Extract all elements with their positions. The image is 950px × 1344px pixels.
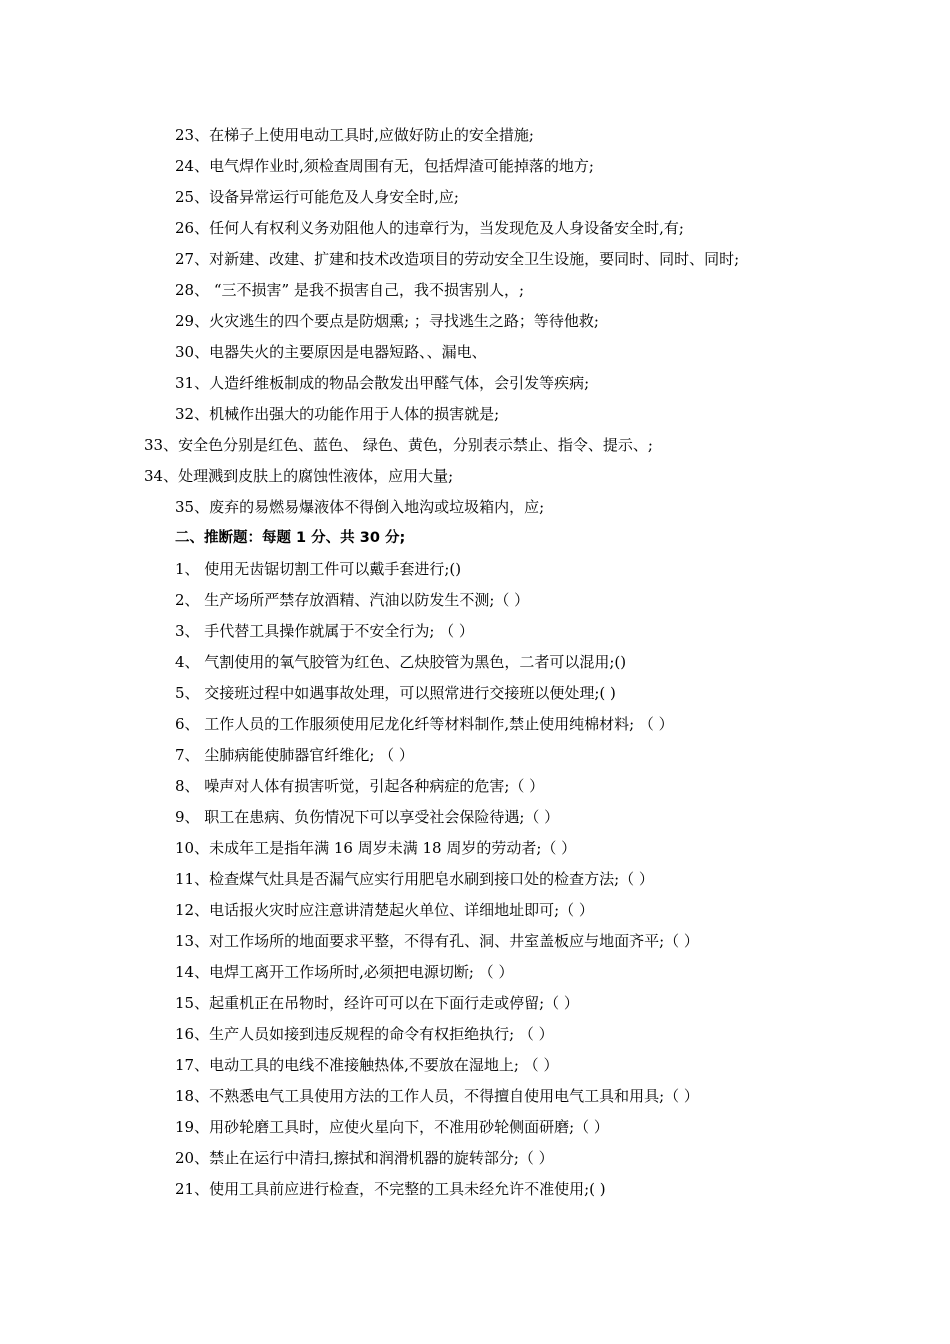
judgment-item-12: 12、电话报火灾时应注意讲清楚起火单位、详细地址即可;（ ） [175, 901, 594, 919]
judgment-item-1: 1、 使用无齿锯切割工件可以戴手套进行;() [175, 560, 462, 578]
fill-in-item-23: 23、在梯子上使用电动工具时,应做好防止的安全措施; [175, 126, 534, 144]
fill-in-item-29: 29、火灾逃生的四个要点是防烟熏; ；寻找逃生之路；等待他救; [175, 312, 599, 330]
judgment-item-8: 8、 噪声对人体有损害听觉，引起各种病症的危害;（ ） [175, 777, 545, 795]
fill-in-item-26: 26、任何人有权利义务劝阻他人的违章行为，当发现危及人身设备安全时,有; [175, 219, 684, 237]
judgment-item-19: 19、用砂轮磨工具时，应使火星向下，不准用砂轮侧面研磨;（ ） [175, 1118, 609, 1136]
judgment-item-15: 15、起重机正在吊物时，经许可可以在下面行走或停留;（ ） [175, 994, 579, 1012]
fill-in-item-28: 28、 “三不损害” 是我不损害自己，我不损害别人，; [175, 281, 525, 299]
judgment-item-18: 18、不熟悉电气工具使用方法的工作人员，不得擅自使用电气工具和用具;（ ） [175, 1087, 699, 1105]
fill-in-item-34: 34、处理溅到皮肤上的腐蚀性液体，应用大量; [144, 467, 454, 485]
judgment-item-6: 6、 工作人员的工作服须使用尼龙化纤等材料制作,禁止使用纯棉材料; （ ） [175, 715, 674, 733]
judgment-item-7: 7、 尘肺病能使肺器官纤维化; （ ） [175, 746, 414, 764]
judgment-item-21: 21、使用工具前应进行检查，不完整的工具未经允许不准使用;( ) [175, 1180, 606, 1198]
judgment-item-11: 11、检查煤气灶具是否漏气应实行用肥皂水刷到接口处的检查方法;（ ） [175, 870, 654, 888]
fill-in-item-25: 25、设备异常运行可能危及人身安全时,应; [175, 188, 459, 206]
fill-in-item-27: 27、对新建、改建、扩建和技术改造项目的劳动安全卫生设施，要同时、同时、同时; [175, 250, 740, 268]
judgment-item-9: 9、 职工在患病、负伤情况下可以享受社会保险待遇;（ ） [175, 808, 560, 826]
judgment-item-4: 4、 气割使用的氧气胶管为红色、乙炔胶管为黑色，二者可以混用;() [175, 653, 627, 671]
fill-in-item-31: 31、人造纤维板制成的物品会散发出甲醛气体，会引发等疾病; [175, 374, 590, 392]
question-list [0, 120, 950, 1205]
judgment-item-3: 3、 手代替工具操作就属于不安全行为; （ ） [175, 622, 474, 640]
judgment-item-10: 10、未成年工是指年满 16 周岁未满 18 周岁的劳动者;（ ） [175, 839, 577, 857]
judgment-item-14: 14、电焊工离开工作场所时,必须把电源切断; （ ） [175, 963, 514, 981]
judgment-item-16: 16、生产人员如接到违反规程的命令有权拒绝执行; （ ） [175, 1025, 554, 1043]
fill-in-item-33: 33、安全色分别是红色、蓝色、 绿色、黄色，分别表示禁止、指令、提示、; [144, 436, 653, 454]
judgment-item-20: 20、禁止在运行中清扫,擦拭和润滑机器的旋转部分;（ ） [175, 1149, 554, 1167]
fill-in-item-24: 24、电气焊作业时,须检查周围有无，包括焊渣可能掉落的地方; [175, 157, 594, 175]
section-title-judgment: 二、推断题：每题 1 分、共 30 分; [175, 530, 406, 546]
fill-in-item-35: 35、废弃的易燃易爆液体不得倒入地沟或垃圾箱内，应; [175, 498, 545, 516]
judgment-item-13: 13、对工作场所的地面要求平整，不得有孔、洞、井室盖板应与地面齐平;（ ） [175, 932, 699, 950]
fill-in-item-30: 30、电器失火的主要原因是电器短路、、漏电、 [175, 343, 487, 361]
judgment-item-17: 17、电动工具的电线不准接触热体,不要放在湿地上; （ ） [175, 1056, 559, 1074]
judgment-item-5: 5、 交接班过程中如遇事故处理，可以照常进行交接班以便处理;( ) [175, 684, 616, 702]
judgment-item-2: 2、 生产场所严禁存放酒精、汽油以防发生不测;（ ） [175, 591, 530, 609]
fill-in-item-32: 32、机械作出强大的功能作用于人体的损害就是; [175, 405, 500, 423]
